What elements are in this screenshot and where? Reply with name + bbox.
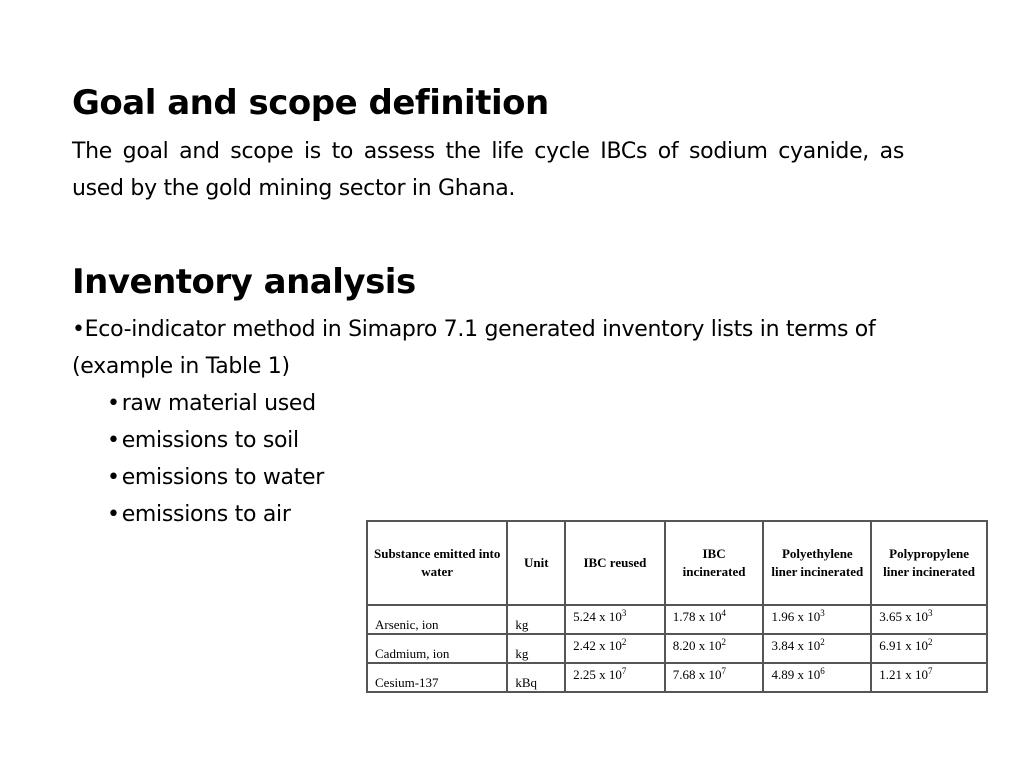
- value-mantissa: 2.42: [573, 638, 596, 653]
- value-mantissa: 1.96: [771, 609, 795, 624]
- value-mantissa: 3.84: [771, 638, 795, 653]
- value-exponent: 7: [721, 666, 726, 676]
- value-mantissa: 7.68: [672, 667, 696, 682]
- bullet-item-raw-material: [107, 385, 324, 422]
- value-times-ten: x 10: [794, 609, 821, 624]
- cell-value: [763, 634, 871, 663]
- table-row: [367, 663, 987, 692]
- value-mantissa: 3.65: [879, 609, 902, 624]
- cell-value: [665, 605, 764, 634]
- value-exponent: 2: [621, 637, 627, 647]
- cell-unit: kg: [507, 605, 565, 634]
- header-substance: Substance emitted into water: [367, 521, 507, 605]
- cell-substance: Cadmium, ion: [367, 634, 507, 663]
- bullet-text: raw material used: [121, 391, 316, 416]
- table-header-row: [367, 521, 987, 605]
- emissions-table: [366, 520, 988, 693]
- value-mantissa: 4.89: [771, 667, 795, 682]
- value-mantissa: 6.91: [879, 638, 902, 653]
- inventory-paragraph: •Eco-indicator method in Simapro 7.1 generated inventory lists in terms of (example in Table 1): [72, 317, 876, 379]
- cell-value: [665, 663, 764, 692]
- header-polyethylene-liner: Polyethylene liner incinerated: [763, 521, 871, 605]
- value-mantissa: 5.24: [573, 609, 596, 624]
- cell-unit: kBq: [507, 663, 565, 692]
- header-polypropylene-liner: Polypropylene liner incinerated: [871, 521, 987, 605]
- cell-value: [871, 634, 987, 663]
- value-times-ten: x 10: [695, 609, 722, 624]
- bullet-item-emissions-air: [107, 496, 324, 533]
- cell-value: [871, 605, 987, 634]
- header-ibc-reused: IBC reused: [565, 521, 665, 605]
- value-exponent: 6: [820, 666, 825, 676]
- value-times-ten: x 10: [595, 667, 622, 682]
- value-exponent: 3: [621, 608, 627, 618]
- value-mantissa: 1.78: [672, 609, 696, 624]
- bullet-text: emissions to air: [121, 502, 291, 527]
- table-row: [367, 634, 987, 663]
- value-times-ten: x 10: [794, 667, 821, 682]
- inventory-bullet-list: [107, 385, 324, 533]
- cell-unit: kg: [507, 634, 565, 663]
- value-exponent: 3: [820, 608, 825, 618]
- inventory-title: Inventory analysis: [72, 262, 416, 302]
- table-body: [367, 605, 987, 692]
- value-mantissa: 1.21: [879, 667, 902, 682]
- value-times-ten: x 10: [695, 638, 722, 653]
- table-row: [367, 605, 987, 634]
- cell-substance: Cesium-137: [367, 663, 507, 692]
- goal-paragraph: The goal and scope is to assess the life cycle IBCs of sodium cyanide, as used by the gold mining sector in Ghana.: [72, 139, 904, 201]
- cell-value: [763, 663, 871, 692]
- bullet-text: emissions to water: [121, 465, 325, 490]
- goal-title: Goal and scope definition: [72, 83, 549, 123]
- cell-value: [565, 663, 665, 692]
- bullet-item-emissions-soil: [107, 422, 324, 459]
- value-exponent: 7: [927, 666, 933, 676]
- value-times-ten: x 10: [901, 667, 928, 682]
- value-exponent: 2: [820, 637, 825, 647]
- value-exponent: 2: [927, 637, 933, 647]
- cell-substance: Arsenic, ion: [367, 605, 507, 634]
- bullet-item-emissions-water: [107, 459, 324, 496]
- value-exponent: 4: [721, 608, 726, 618]
- value-times-ten: x 10: [595, 638, 622, 653]
- cell-value: [871, 663, 987, 692]
- value-times-ten: x 10: [695, 667, 722, 682]
- value-exponent: 2: [721, 637, 726, 647]
- bullet-dot-icon: •: [107, 428, 120, 453]
- value-exponent: 7: [621, 666, 627, 676]
- bullet-text: emissions to soil: [121, 428, 299, 453]
- value-exponent: 3: [927, 608, 933, 618]
- cell-value: [565, 634, 665, 663]
- value-times-ten: x 10: [901, 638, 928, 653]
- cell-value: [763, 605, 871, 634]
- bullet-dot-icon: •: [107, 465, 120, 490]
- value-mantissa: 8.20: [672, 638, 696, 653]
- value-times-ten: x 10: [595, 609, 622, 624]
- header-ibc-incinerated: IBC incinerated: [665, 521, 764, 605]
- header-unit: Unit: [507, 521, 565, 605]
- value-times-ten: x 10: [901, 609, 928, 624]
- value-times-ten: x 10: [794, 638, 821, 653]
- cell-value: [665, 634, 764, 663]
- bullet-dot-icon: •: [107, 391, 120, 416]
- value-mantissa: 2.25: [573, 667, 596, 682]
- bullet-dot-icon: •: [107, 502, 120, 527]
- cell-value: [565, 605, 665, 634]
